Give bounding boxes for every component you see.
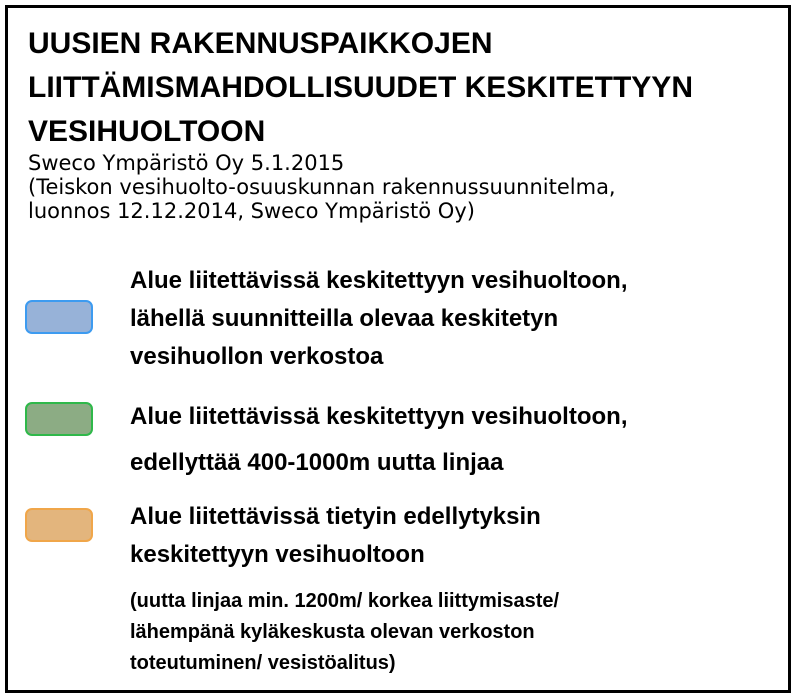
legend-title-line: LIITTÄMISMAHDOLLISUUDET KESKITETTYYN [28, 71, 693, 104]
legend-title-line: VESIHUOLTOON [28, 115, 266, 148]
legend-item-text [130, 498, 775, 574]
legend-title [28, 22, 768, 154]
legend-item-line: Alue liitettävissä keskitettyyn vesihuoltoon, [130, 267, 628, 294]
legend-item-line: Alue liitettävissä tietyin edellytyksin [130, 503, 541, 530]
legend-item-text [130, 262, 775, 376]
legend-item-line: edellyttää 400-1000m uutta linjaa [130, 449, 504, 476]
source-line: luonnos 12.12.2014, Sweco Ympäristö Oy) [28, 199, 475, 223]
legend-item-line: Alue liitettävissä keskitettyyn vesihuoltoon, [130, 403, 628, 430]
legend-title-line: UUSIEN RAKENNUSPAIKKOJEN [28, 27, 493, 60]
source-line: Sweco Ympäristö Oy 5.1.2015 [28, 151, 345, 175]
orange-area-swatch [25, 508, 93, 542]
legend-note-line: toteutuminen/ vesistöalitus) [130, 652, 396, 674]
blue-area-swatch [25, 300, 93, 334]
legend-item-line: lähellä suunnitteilla olevaa keskitetyn [130, 305, 559, 332]
map-legend-panel [5, 5, 791, 693]
legend-note-line: (uutta linjaa min. 1200m/ korkea liittymisaste/ [130, 590, 560, 612]
legend-note-line: lähempänä kyläkeskusta olevan verkoston [130, 621, 535, 643]
legend-item-line: keskitettyyn vesihuoltoon [130, 541, 425, 568]
green-area-swatch [25, 402, 93, 436]
legend-source [28, 151, 768, 223]
source-line: (Teiskon vesihuolto-osuuskunnan rakennussuunnitelma, [28, 175, 616, 199]
legend-item-text [130, 394, 775, 486]
legend-item-line: vesihuollon verkostoa [130, 343, 384, 370]
legend-item-note [130, 586, 775, 679]
